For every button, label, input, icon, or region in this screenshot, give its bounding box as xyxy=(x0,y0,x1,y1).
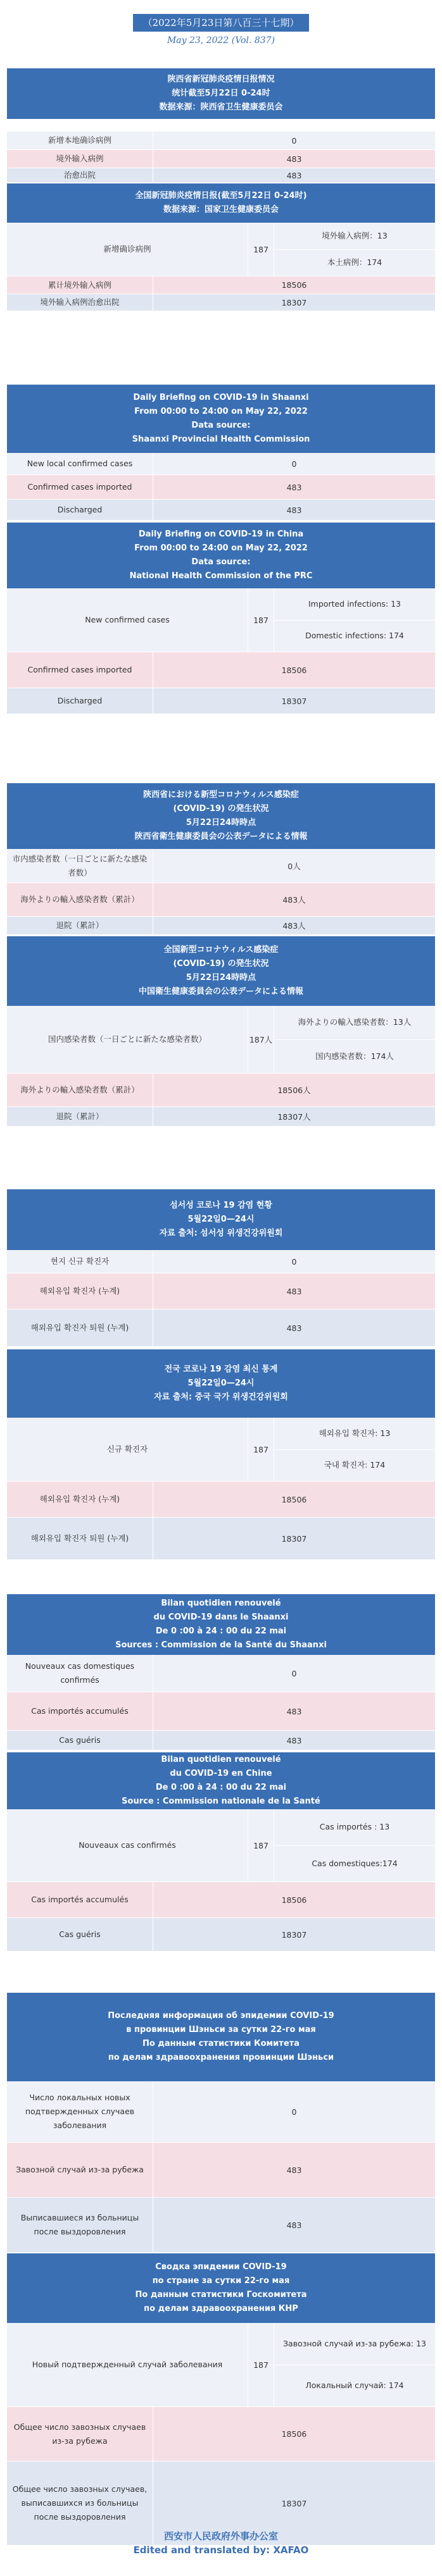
jp_shaanxi-header-line: (COVID-19) の発生状況 xyxy=(173,804,269,814)
new-cases-total: 187 xyxy=(253,244,268,254)
table-row xyxy=(7,917,435,934)
row-value: 483 xyxy=(153,500,435,520)
row-value: 18307人 xyxy=(153,1107,435,1126)
row-value: 483 xyxy=(153,168,435,182)
footer-cn: 西安市人民政府外事办公室 xyxy=(163,2530,278,2542)
row-value: 18506 xyxy=(153,652,435,688)
jp_shaanxi-header xyxy=(7,783,435,849)
fr_national-header-line: du COVID-19 en Chine xyxy=(170,1769,272,1778)
table-row xyxy=(7,1692,435,1730)
row-label: Выписавшиеся из больницы после выздоровления xyxy=(20,2213,139,2236)
row-label: Cas importés accumulés xyxy=(31,1706,129,1716)
row-value: 483 xyxy=(153,1692,435,1730)
row-label: Cas importés accumulés xyxy=(31,1895,129,1904)
row-value: 483 xyxy=(153,150,435,168)
row-label: 해외유입 확진자 (누계) xyxy=(39,1494,120,1504)
table-row xyxy=(7,652,435,688)
ru_national-header xyxy=(7,2253,435,2323)
new-cases-total: 187 xyxy=(253,1444,268,1454)
row-label: 현지 신규 확진자 xyxy=(50,1256,110,1266)
row-value: 18506 xyxy=(153,276,435,294)
kr_national-header-line: 자료 출처: 중국 국가 위생건강위원회 xyxy=(154,1392,288,1402)
row-label: 累计境外输入病例 xyxy=(47,280,111,290)
new-cases-total: 187 xyxy=(253,2360,268,2370)
row-label: Confirmed cases imported xyxy=(27,482,132,492)
cn_national-new-cases-row xyxy=(7,223,435,276)
row-label: New confirmed cases xyxy=(85,615,170,624)
table-row xyxy=(7,1918,435,1951)
row-value: 483 xyxy=(153,1273,435,1309)
local-cases: Локальный случай: 174 xyxy=(274,2365,435,2407)
row-label: Discharged xyxy=(57,505,103,514)
table-row xyxy=(7,294,435,311)
row-value: 18307 xyxy=(153,688,435,714)
table-row xyxy=(7,2081,435,2142)
imported-cases: 境外输入病例：13 xyxy=(322,230,388,240)
table-row xyxy=(7,1482,435,1517)
table-row xyxy=(7,1310,435,1346)
table-row xyxy=(7,1518,435,1559)
row-label: 海外よりの輸入感染者数（累計） xyxy=(20,1085,139,1094)
ru_national-header-line: по делам здравоохранения КНР xyxy=(144,2304,298,2313)
imported-cases: Imported infections: 13 xyxy=(308,598,401,609)
new-cases-total: 187 xyxy=(253,1840,268,1850)
row-label: 해외유입 확진자 퇴원 (누계) xyxy=(30,1533,129,1543)
row-label: Cas guéris xyxy=(59,1929,101,1939)
fr_national-header-line: Bilan quotidien renouvelé xyxy=(161,1755,281,1764)
row-value: 0 xyxy=(153,1250,435,1273)
row-label: 市内感染者数（一日ごとに新たな感染者数） xyxy=(12,853,148,877)
row-value: 0 xyxy=(153,453,435,474)
kr_national-new-cases-row xyxy=(7,1418,435,1481)
kr_shaanxi-header-line: 5월22일0—24시 xyxy=(187,1215,255,1224)
row-label: 新增本地确诊病例 xyxy=(47,135,111,145)
kr_national-header-line: 5월22일0—24시 xyxy=(187,1378,255,1388)
table-row xyxy=(7,1074,435,1106)
table-row xyxy=(7,150,435,168)
fr_national-header-line: De 0 :00 à 24 : 00 du 22 mai xyxy=(155,1783,287,1792)
kr_shaanxi-header-line: 자료 출처: 섬서성 위생건강위원회 xyxy=(159,1229,283,1238)
row-label: New local confirmed cases xyxy=(27,459,133,468)
jp_national-header xyxy=(7,936,435,1006)
jp_shaanxi-header-line: 陝西省における新型コロナウィルス感染症 xyxy=(143,790,299,800)
ru_national-header-line: Сводка эпидемии COVID-19 xyxy=(155,2262,287,2272)
imported-cases: 海外よりの輸入感染者数：13人 xyxy=(298,1017,412,1027)
ru_shaanxi-header-line: по делам здравоохранения провинции Шэньси xyxy=(108,2053,334,2062)
row-label: 신규 확진자 xyxy=(106,1444,148,1454)
table-row xyxy=(7,1731,435,1750)
row-value: 18307 xyxy=(153,1518,435,1559)
row-value: 18506 xyxy=(153,1882,435,1917)
jp_national-new-cases-row xyxy=(7,1006,435,1073)
local-cases: 国内感染者数：174人 xyxy=(274,1039,435,1074)
row-label: Discharged xyxy=(57,696,103,705)
imported-cases: Завозной случай из-за рубежа: 13 xyxy=(283,2338,426,2348)
jp_shaanxi-header-line: 陝西省衛生健康委員会の公表データによる情報 xyxy=(134,832,308,841)
row-label: 해외유입 확진자 (누계) xyxy=(39,1286,120,1296)
table-row xyxy=(7,1655,435,1692)
local-cases: 국내 확진자: 174 xyxy=(274,1449,435,1482)
en_shaanxi-header-line: Shaanxi Provincial Health Commission xyxy=(132,435,310,444)
row-value: 483 xyxy=(153,1731,435,1750)
ru_national-header-line: По данным статистики Госкомитета xyxy=(135,2290,307,2300)
kr_shaanxi-header-line: 섬서성 코로나 19 감염 현황 xyxy=(170,1201,272,1210)
kr_shaanxi-header xyxy=(7,1189,435,1250)
imported-cases: Cas importés : 13 xyxy=(319,1822,390,1832)
fr_shaanxi-header-line: De 0 :00 à 24 : 00 du 22 mai xyxy=(155,1626,287,1636)
date-cn-band: （2022年5月23日第八百三十七期） xyxy=(133,14,309,32)
fr_national-header xyxy=(7,1752,435,1809)
row-label: 境外输入病例治愈出院 xyxy=(40,297,120,307)
new-cases-total: 187人 xyxy=(249,1035,273,1044)
jp_national-header-line: (COVID-19) の発生状況 xyxy=(173,959,269,969)
new-cases-total: 187 xyxy=(253,615,268,625)
ru_shaanxi-header-line: Последняя информация об эпидемии COVID-19 xyxy=(108,2011,334,2021)
table-row xyxy=(7,688,435,714)
row-label: 境外输入病例 xyxy=(56,154,104,163)
cn_national-header xyxy=(7,183,435,223)
row-label: 海外よりの輸入感染者数（累計） xyxy=(20,895,139,904)
cn_shaanxi-header-line: 统计截至5月22日 0-24时 xyxy=(172,89,270,98)
local-cases: Domestic infections: 174 xyxy=(274,620,435,652)
kr_national-header xyxy=(7,1349,435,1418)
row-value: 18506 xyxy=(153,1482,435,1517)
row-value: 0 xyxy=(153,1655,435,1692)
ru_national-header-line: по стране за сутки 22-го мая xyxy=(152,2276,290,2286)
row-label: 해외유입 확진자 퇴원 (누계) xyxy=(30,1323,129,1332)
jp_national-header-line: 全国新型コロナウィルス感染症 xyxy=(163,945,279,955)
kr_national-header-line: 전국 코로나 19 감염 최신 통계 xyxy=(164,1365,278,1374)
jp_national-header-line: 中国衛生健康委員会の公表データによる情報 xyxy=(138,987,303,996)
local-cases: 本土病例：174 xyxy=(274,249,435,276)
cn_national-header-line: 全国新冠肺炎疫情日报(截至5月22日 0-24时) xyxy=(135,191,307,201)
row-label: Confirmed cases imported xyxy=(27,665,132,674)
row-label: 国内感染者数（一日ごとに新たな感染者数） xyxy=(47,1034,206,1044)
en_shaanxi-header-line: From 00:00 to 24:00 on May 22, 2022 xyxy=(134,407,308,416)
en_national-header xyxy=(7,523,435,588)
table-row xyxy=(7,475,435,499)
row-label: 退院（累計） xyxy=(56,1112,104,1121)
table-row xyxy=(7,2143,435,2197)
table-row xyxy=(7,1273,435,1309)
cn_shaanxi-header-line: 数据来源：陕西省卫生健康委员会 xyxy=(159,102,283,112)
fr_national-new-cases-row xyxy=(7,1809,435,1881)
row-label: 退院（累計） xyxy=(56,920,104,930)
row-value: 18307 xyxy=(153,1918,435,1951)
ru_national-new-cases-row xyxy=(7,2323,435,2406)
row-label: Завозной случай из-за рубежа xyxy=(16,2165,144,2174)
table-row xyxy=(7,168,435,182)
fr_shaanxi-header-line: Sources : Commission de la Santé du Shaanxi xyxy=(115,1640,327,1650)
table-row xyxy=(7,500,435,520)
row-value: 483 xyxy=(153,1310,435,1346)
en_shaanxi-header-line: Daily Briefing on COVID-19 in Shaanxi xyxy=(133,393,309,402)
table-row xyxy=(7,132,435,149)
row-value: 0人 xyxy=(153,849,435,882)
jp_shaanxi-header-line: 5月22日24時時点 xyxy=(186,818,256,827)
date-en: May 23, 2022 (Vol. 837) xyxy=(167,35,275,46)
row-label: 新增确诊病例 xyxy=(103,244,151,254)
row-label: Общее число завозных случаев из-за рубежа xyxy=(13,2422,146,2446)
row-value: 18307 xyxy=(153,294,435,311)
en_national-new-cases-row xyxy=(7,588,435,652)
row-label: Nouveaux cas domestiques confirmés xyxy=(25,1661,135,1685)
row-value: 0 xyxy=(153,2081,435,2142)
row-value: 18307 xyxy=(153,2461,435,2545)
row-label: Число локальных новых подтвержденных случаев заболевания xyxy=(25,2093,135,2130)
cn_national-header-line: 数据来源：国家卫生健康委员会 xyxy=(163,205,279,214)
row-value: 483 xyxy=(153,2143,435,2197)
table-row xyxy=(7,1882,435,1917)
row-label: Новый подтвержденный случай заболевания xyxy=(32,2360,223,2369)
cn_shaanxi-header xyxy=(7,68,435,119)
row-label: Nouveaux cas confirmés xyxy=(79,1840,176,1850)
footer-en: Edited and translated by: XAFAO xyxy=(133,2544,309,2556)
en_shaanxi-header xyxy=(7,385,435,453)
fr_shaanxi-header-line: du COVID-19 dans le Shaanxi xyxy=(153,1613,289,1622)
cn_shaanxi-header-line: 陕西省新冠肺炎疫情日报情况 xyxy=(167,75,275,84)
en_national-header-line: From 00:00 to 24:00 on May 22, 2022 xyxy=(134,543,308,553)
row-label: Общее число завозных случаев, выписавшихся из больницы после выздоровления xyxy=(12,2484,148,2522)
fr_national-header-line: Source : Commission nationale de la Santé xyxy=(122,1797,320,1806)
ru_shaanxi-header-line: По данным статистики Комитета xyxy=(142,2039,300,2048)
fr_shaanxi-header-line: Bilan quotidien renouvelé xyxy=(161,1599,281,1608)
ru_shaanxi-header xyxy=(7,1993,435,2081)
row-value: 18506 xyxy=(153,2407,435,2461)
row-value: 483人 xyxy=(153,883,435,916)
table-row xyxy=(7,276,435,294)
table-row xyxy=(7,2407,435,2461)
row-value: 483人 xyxy=(153,917,435,934)
table-row xyxy=(7,883,435,916)
table-row xyxy=(7,1250,435,1273)
jp_national-header-line: 5月22日24時時点 xyxy=(186,973,256,982)
table-row xyxy=(7,453,435,474)
imported-cases: 해외유입 확진자: 13 xyxy=(319,1428,391,1438)
en_national-header-line: Daily Briefing on COVID-19 in China xyxy=(138,529,304,539)
row-value: 483 xyxy=(153,2198,435,2252)
fr_shaanxi-header xyxy=(7,1594,435,1655)
table-row xyxy=(7,849,435,882)
row-label: Cas guéris xyxy=(59,1735,101,1745)
row-value: 483 xyxy=(153,475,435,499)
table-row xyxy=(7,1107,435,1126)
en_shaanxi-header-line: Data source: xyxy=(191,421,251,430)
en_national-header-line: Data source: xyxy=(191,557,251,567)
table-row xyxy=(7,2198,435,2252)
row-value: 18506人 xyxy=(153,1074,435,1106)
ru_shaanxi-header-line: в провинции Шэньси за сутки 22-го мая xyxy=(126,2025,316,2034)
row-label: 治愈出院 xyxy=(63,170,96,180)
row-value: 0 xyxy=(153,132,435,149)
local-cases: Cas domestiques:174 xyxy=(274,1845,435,1882)
en_national-header-line: National Health Commission of the PRC xyxy=(129,571,313,581)
